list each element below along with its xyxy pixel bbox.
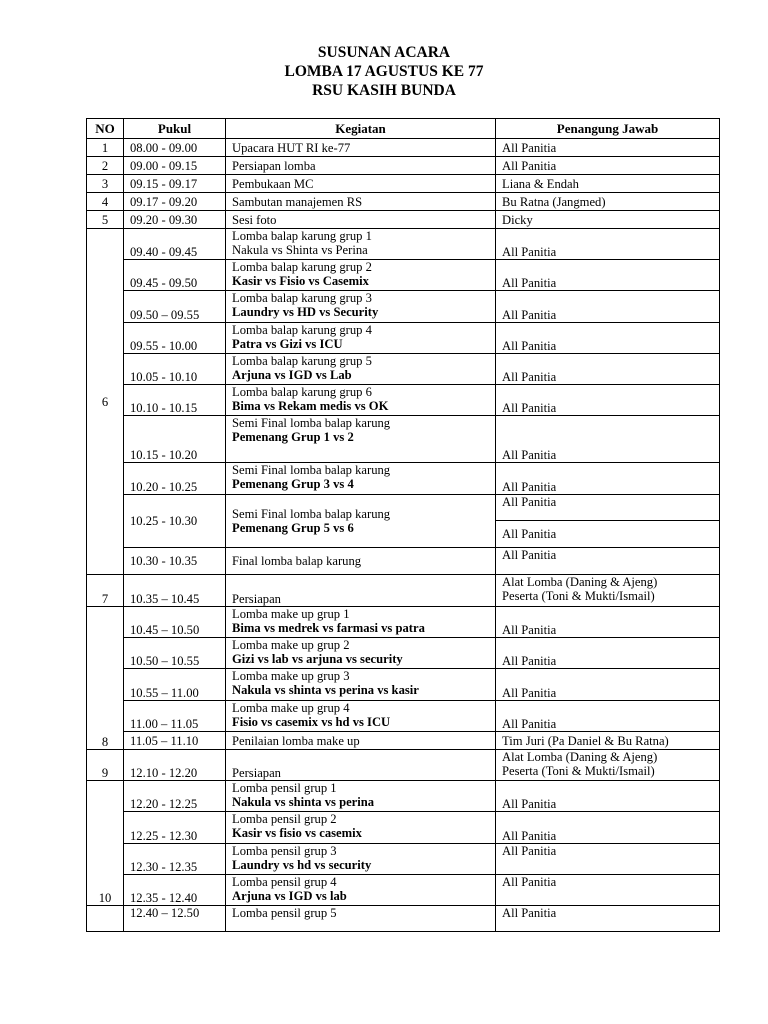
kegiatan-line: Laundry vs HD vs Security (232, 305, 379, 319)
row-pj: Dicky (496, 211, 720, 229)
row-pj: All Panitia (496, 495, 720, 521)
row-kegiatan (226, 354, 496, 385)
row-kegiatan: Sesi foto (226, 211, 496, 229)
row-kegiatan (226, 416, 496, 463)
table-row (87, 575, 720, 607)
row-kegiatan (226, 812, 496, 844)
row-pj: All Panitia (496, 354, 720, 385)
table-row (87, 175, 720, 193)
table-row (87, 495, 720, 521)
row-no: 9 (87, 750, 124, 781)
row-pj: All Panitia (496, 781, 720, 812)
row-pukul: 10.50 – 10.55 (124, 638, 226, 669)
kegiatan-line: Lomba make up grup 3 (232, 669, 350, 683)
kegiatan-line: Lomba pensil grup 1 (232, 781, 337, 795)
table-row (87, 548, 720, 575)
row-pj: All Panitia (496, 607, 720, 638)
table-row (87, 812, 720, 844)
row-pj: All Panitia (496, 291, 720, 323)
row-kegiatan (226, 669, 496, 701)
row-pj: Bu Ratna (Jangmed) (496, 193, 720, 211)
row-kegiatan (226, 385, 496, 416)
row-kegiatan: Persiapan (226, 575, 496, 607)
kegiatan-line: Pemenang Grup 5 vs 6 (232, 521, 354, 535)
kegiatan-line: Semi Final lomba balap karung (232, 507, 391, 521)
table-row (87, 211, 720, 229)
row-pukul: 09.50 – 09.55 (124, 291, 226, 323)
row-pukul: 09.40 - 09.45 (124, 229, 226, 260)
kegiatan-line: Lomba pensil grup 4 (232, 875, 337, 889)
row-no: 7 (87, 575, 124, 607)
table-row (87, 906, 720, 932)
kegiatan-line: Lomba balap karung grup 5 (232, 354, 372, 368)
kegiatan-line: Nakula vs shinta vs perina vs kasir (232, 683, 419, 697)
table-row (87, 750, 720, 781)
row-pj: All Panitia (496, 638, 720, 669)
row-kegiatan: Lomba pensil grup 5 (226, 906, 496, 932)
row-pukul: 11.00 – 11.05 (124, 701, 226, 732)
row-kegiatan: Upacara HUT RI ke-77 (226, 139, 496, 157)
row-pukul: 10.15 - 10.20 (124, 416, 226, 463)
document-title-line-1: SUSUNAN ACARA (317, 44, 451, 61)
row-kegiatan: Penilaian lomba make up (226, 732, 496, 750)
row-no: 10 (87, 781, 124, 906)
row-pj (496, 750, 720, 781)
kegiatan-line: Lomba balap karung grup 3 (232, 291, 372, 305)
table-row (87, 732, 720, 750)
row-pukul: 10.20 - 10.25 (124, 463, 226, 495)
row-kegiatan: Final lomba balap karung (226, 548, 496, 575)
kegiatan-line: Lomba balap karung grup 4 (232, 323, 372, 337)
pj-line: Alat Lomba (Daning & Ajeng) (502, 750, 658, 764)
table-row (87, 229, 720, 260)
kegiatan-line: Semi Final lomba balap karung (232, 416, 391, 430)
row-pj: All Panitia (496, 139, 720, 157)
row-pukul: 11.05 – 11.10 (124, 732, 226, 750)
row-pj: All Panitia (496, 906, 720, 932)
row-pukul: 10.30 - 10.35 (124, 548, 226, 575)
kegiatan-line: Kasir vs fisio vs casemix (232, 826, 362, 840)
row-pukul: 09.55 - 10.00 (124, 323, 226, 354)
pj-line: Peserta (Toni & Mukti/Ismail) (502, 764, 655, 778)
row-pukul: 12.30 - 12.35 (124, 844, 226, 875)
kegiatan-line: Semi Final lomba balap karung (232, 463, 391, 477)
row-pukul: 10.05 - 10.10 (124, 354, 226, 385)
table-row (87, 139, 720, 157)
table-row (87, 844, 720, 875)
document-title-line-3: RSU KASIH BUNDA (312, 82, 456, 99)
table-row (87, 781, 720, 812)
row-no: 5 (87, 211, 124, 229)
row-pukul: 09.45 - 09.50 (124, 260, 226, 291)
table-row (87, 607, 720, 638)
row-no-empty (87, 906, 124, 932)
kegiatan-line: Pemenang Grup 3 vs 4 (232, 477, 354, 491)
row-no: 2 (87, 157, 124, 175)
kegiatan-line: Lomba make up grup 2 (232, 638, 350, 652)
row-pj: All Panitia (496, 463, 720, 495)
row-pj: All Panitia (496, 416, 720, 463)
row-pj: Tim Juri (Pa Daniel & Bu Ratna) (496, 732, 720, 750)
table-row (87, 669, 720, 701)
row-no: 8 (87, 607, 124, 750)
row-pj: All Panitia (496, 260, 720, 291)
kegiatan-line: Lomba make up grup 1 (232, 607, 350, 621)
row-kegiatan (226, 701, 496, 732)
table-row (87, 385, 720, 416)
row-pukul: 10.35 – 10.45 (124, 575, 226, 607)
table-row (87, 354, 720, 385)
kegiatan-line: Lomba pensil grup 2 (232, 812, 337, 826)
row-pukul: 09.17 - 09.20 (124, 193, 226, 211)
table-row (87, 875, 720, 906)
schedule-table (86, 118, 720, 932)
table-row (87, 193, 720, 211)
row-pj: All Panitia (496, 385, 720, 416)
row-kegiatan (226, 495, 496, 548)
row-kegiatan (226, 323, 496, 354)
row-kegiatan: Persiapan (226, 750, 496, 781)
row-kegiatan (226, 781, 496, 812)
table-row (87, 701, 720, 732)
header-penanggung-jawab: Penangung Jawab (496, 119, 720, 139)
row-pukul: 12.35 - 12.40 (124, 875, 226, 906)
row-kegiatan (226, 291, 496, 323)
row-pukul: 10.45 – 10.50 (124, 607, 226, 638)
row-pukul: 12.10 - 12.20 (124, 750, 226, 781)
row-pj: All Panitia (496, 844, 720, 875)
kegiatan-line: Nakula vs Shinta vs Perina (232, 243, 368, 257)
row-pj: All Panitia (496, 229, 720, 260)
row-kegiatan: Pembukaan MC (226, 175, 496, 193)
row-pj: Liana & Endah (496, 175, 720, 193)
kegiatan-line: Fisio vs casemix vs hd vs ICU (232, 715, 391, 729)
row-pj (496, 575, 720, 607)
row-no: 6 (87, 229, 124, 575)
kegiatan-line: Lomba balap karung grup 6 (232, 385, 372, 399)
kegiatan-line: Patra vs Gizi vs ICU (232, 337, 343, 351)
row-pukul: 10.55 – 11.00 (124, 669, 226, 701)
kegiatan-line: Lomba pensil grup 3 (232, 844, 337, 858)
kegiatan-line: Pemenang Grup 1 vs 2 (232, 430, 354, 444)
row-pukul: 12.25 - 12.30 (124, 812, 226, 844)
kegiatan-line: Bima vs medrek vs farmasi vs patra (232, 621, 425, 635)
table-row (87, 463, 720, 495)
table-row (87, 260, 720, 291)
row-pj: All Panitia (496, 875, 720, 906)
kegiatan-line: Arjuna vs IGD vs Lab (232, 368, 352, 382)
row-pukul: 09.15 - 09.17 (124, 175, 226, 193)
row-pukul: 10.10 - 10.15 (124, 385, 226, 416)
row-pj: All Panitia (496, 812, 720, 844)
row-pj: All Panitia (496, 548, 720, 575)
row-pukul: 10.25 - 10.30 (124, 495, 226, 548)
document-title-line-2: LOMBA 17 AGUSTUS KE 77 (284, 63, 484, 80)
pj-line: Alat Lomba (Daning & Ajeng) (502, 575, 658, 589)
table-row (87, 323, 720, 354)
row-pj: All Panitia (496, 157, 720, 175)
table-row (87, 638, 720, 669)
row-kegiatan (226, 463, 496, 495)
kegiatan-line: Laundry vs hd vs security (232, 858, 372, 872)
kegiatan-line: Nakula vs shinta vs perina (232, 795, 375, 809)
kegiatan-line: Lomba make up grup 4 (232, 701, 350, 715)
pj-line: Peserta (Toni & Mukti/Ismail) (502, 589, 655, 603)
row-kegiatan: Sambutan manajemen RS (226, 193, 496, 211)
row-pj: All Panitia (496, 669, 720, 701)
row-pukul: 08.00 - 09.00 (124, 139, 226, 157)
row-pukul: 12.40 – 12.50 (124, 906, 226, 932)
header-no: NO (87, 119, 124, 139)
table-row (87, 416, 720, 463)
row-kegiatan (226, 260, 496, 291)
table-row (87, 291, 720, 323)
header-pukul: Pukul (124, 119, 226, 139)
header-kegiatan: Kegiatan (226, 119, 496, 139)
row-pukul: 09.20 - 09.30 (124, 211, 226, 229)
kegiatan-line: Arjuna vs IGD vs lab (232, 889, 347, 903)
row-no: 1 (87, 139, 124, 157)
row-no: 3 (87, 175, 124, 193)
row-kegiatan (226, 844, 496, 875)
row-pj: All Panitia (496, 323, 720, 354)
row-pj: All Panitia (496, 521, 720, 548)
row-pukul: 12.20 - 12.25 (124, 781, 226, 812)
row-no: 4 (87, 193, 124, 211)
row-kegiatan (226, 229, 496, 260)
row-pj: All Panitia (496, 701, 720, 732)
table-header-row (87, 119, 720, 139)
row-kegiatan: Persiapan lomba (226, 157, 496, 175)
table-row (87, 157, 720, 175)
row-kegiatan (226, 607, 496, 638)
kegiatan-line: Lomba balap karung grup 1 (232, 229, 372, 243)
kegiatan-line: Kasir vs Fisio vs Casemix (232, 274, 369, 288)
kegiatan-line: Gizi vs lab vs arjuna vs security (232, 652, 403, 666)
row-kegiatan (226, 875, 496, 906)
row-pukul: 09.00 - 09.15 (124, 157, 226, 175)
row-kegiatan (226, 638, 496, 669)
kegiatan-line: Bima vs Rekam medis vs OK (232, 399, 389, 413)
kegiatan-line: Lomba balap karung grup 2 (232, 260, 372, 274)
